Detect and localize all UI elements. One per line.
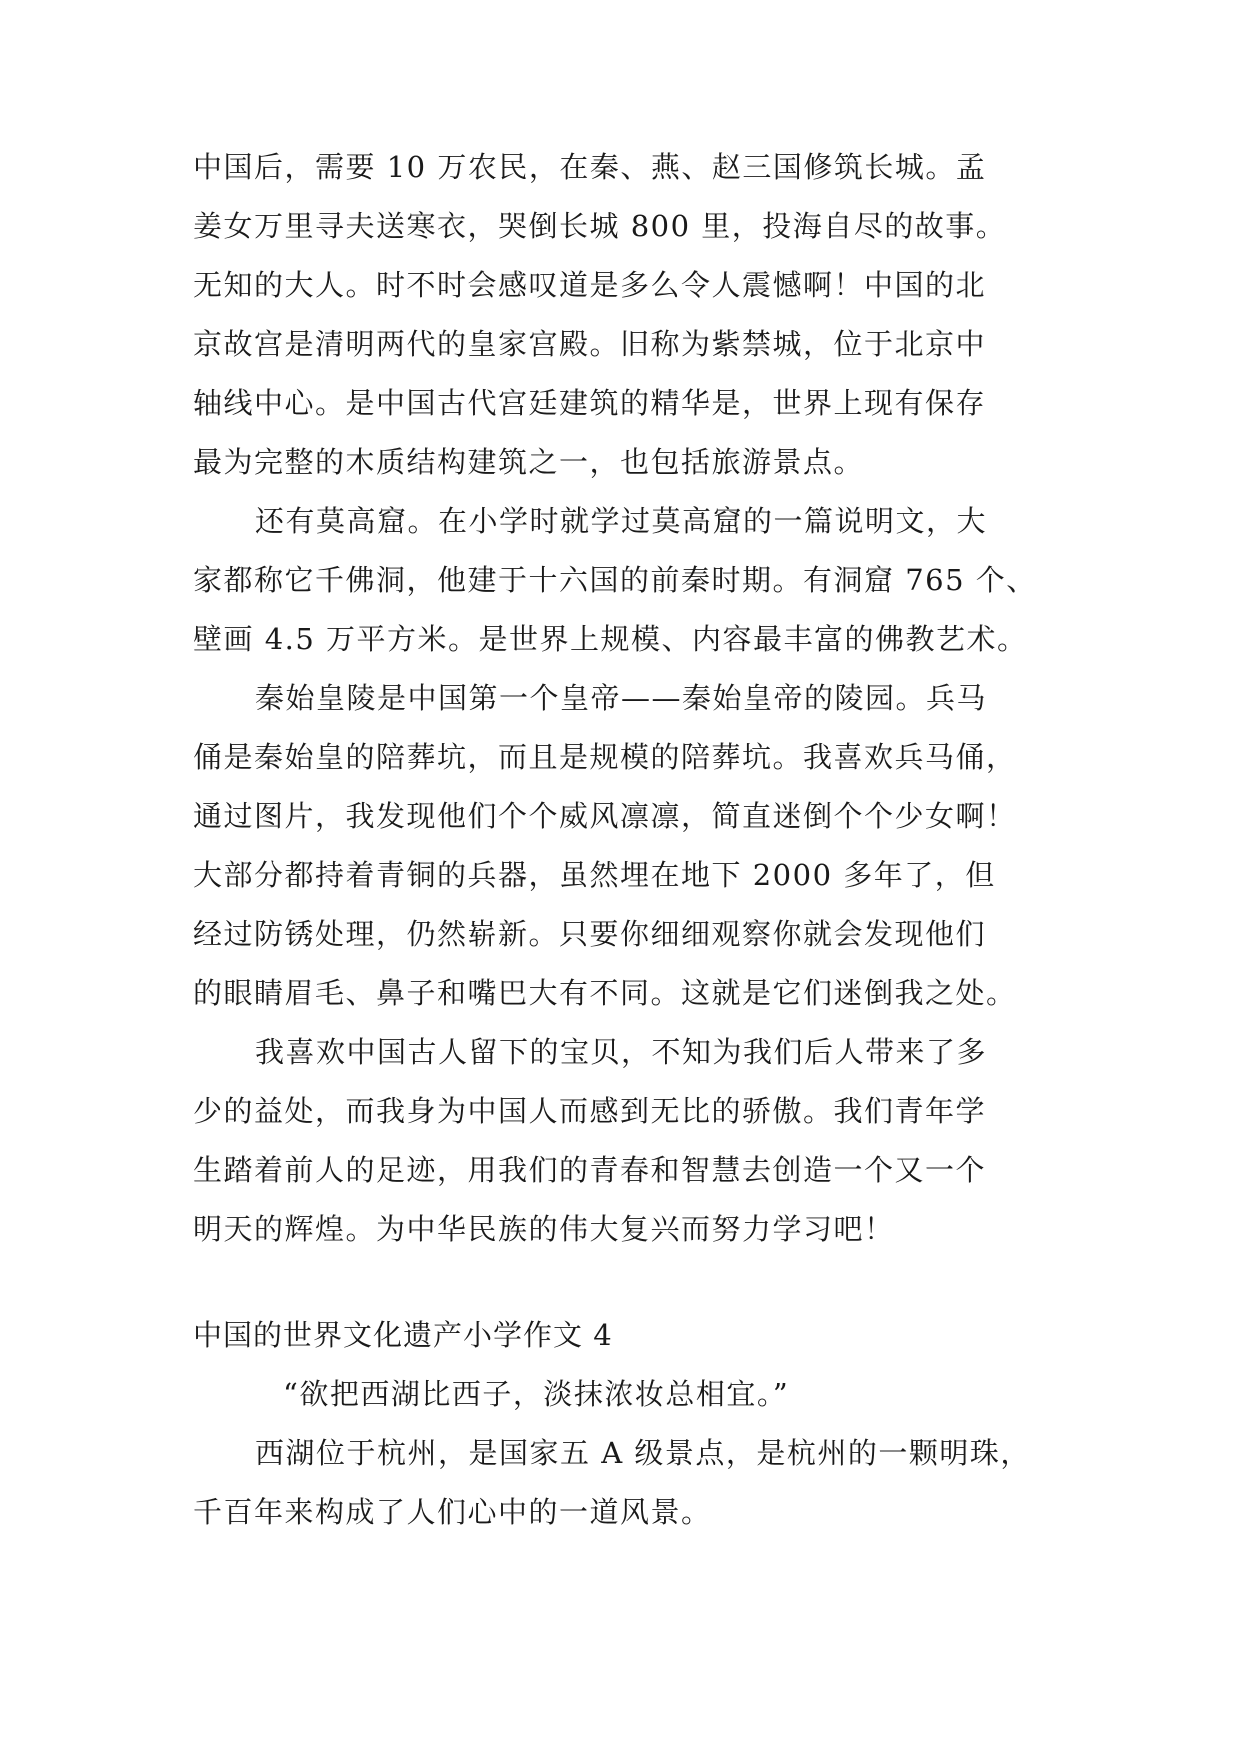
paragraph-line: 无知的大人。时不时会感叹道是多么令人震憾啊！中国的北: [193, 268, 987, 302]
paragraph-line: 西湖位于杭州，是国家五 A 级景点，是杭州的一颗明珠，: [255, 1436, 1031, 1470]
paragraph-line: 通过图片，我发现他们个个威风凛凛，简直迷倒个个少女啊！: [193, 799, 1017, 833]
paragraph-line: 经过防锈处理，仍然崭新。只要你细细观察你就会发现他们: [193, 917, 987, 951]
section-heading: 中国的世界文化遗产小学作文 4: [193, 1318, 613, 1352]
paragraph-line: 少的益处，而我身为中国人而感到无比的骄傲。我们青年学: [193, 1094, 987, 1128]
paragraph-line: 我喜欢中国古人留下的宝贝，不知为我们后人带来了多: [255, 1035, 988, 1069]
paragraph-line: 秦始皇陵是中国第一个皇帝——秦始皇帝的陵园。兵马: [255, 681, 988, 715]
paragraph-line: 中国后，需要 10 万农民，在秦、燕、赵三国修筑长城。孟: [193, 150, 987, 184]
paragraph-line: 明天的辉煌。为中华民族的伟大复兴而努力学习吧！: [193, 1212, 895, 1246]
paragraph-line: 最为完整的木质结构建筑之一，也包括旅游景点。: [193, 445, 865, 479]
paragraph-line: 千百年来构成了人们心中的一道风景。: [193, 1495, 712, 1529]
paragraph-line: 俑是秦始皇的陪葬坑，而且是规模的陪葬坑。我喜欢兵马俑，: [193, 740, 1017, 774]
paragraph-line: 还有莫高窟。在小学时就学过莫高窟的一篇说明文，大: [255, 504, 988, 538]
paragraph-line: 轴线中心。是中国古代宫廷建筑的精华是，世界上现有保存: [193, 386, 987, 420]
quote-line: “欲把西湖比西子，淡抹浓妆总相宜。”: [283, 1377, 790, 1411]
paragraph-line: 家都称它千佛洞，他建于十六国的前秦时期。有洞窟 765 个、: [193, 563, 1037, 597]
paragraph-line: 生踏着前人的足迹，用我们的青春和智慧去创造一个又一个: [193, 1153, 987, 1187]
paragraph-line: 大部分都持着青铜的兵器，虽然埋在地下 2000 多年了，但: [193, 858, 996, 892]
paragraph-line: 京故宫是清明两代的皇家宫殿。旧称为紫禁城，位于北京中: [193, 327, 987, 361]
paragraph-line: 壁画 4.5 万平方米。是世界上规模、内容最丰富的佛教艺术。: [193, 622, 1028, 656]
paragraph-line: 的眼睛眉毛、鼻子和嘴巴大有不同。这就是它们迷倒我之处。: [193, 976, 1017, 1010]
paragraph-line: 姜女万里寻夫送寒衣，哭倒长城 800 里，投海自尽的故事。: [193, 209, 1007, 243]
